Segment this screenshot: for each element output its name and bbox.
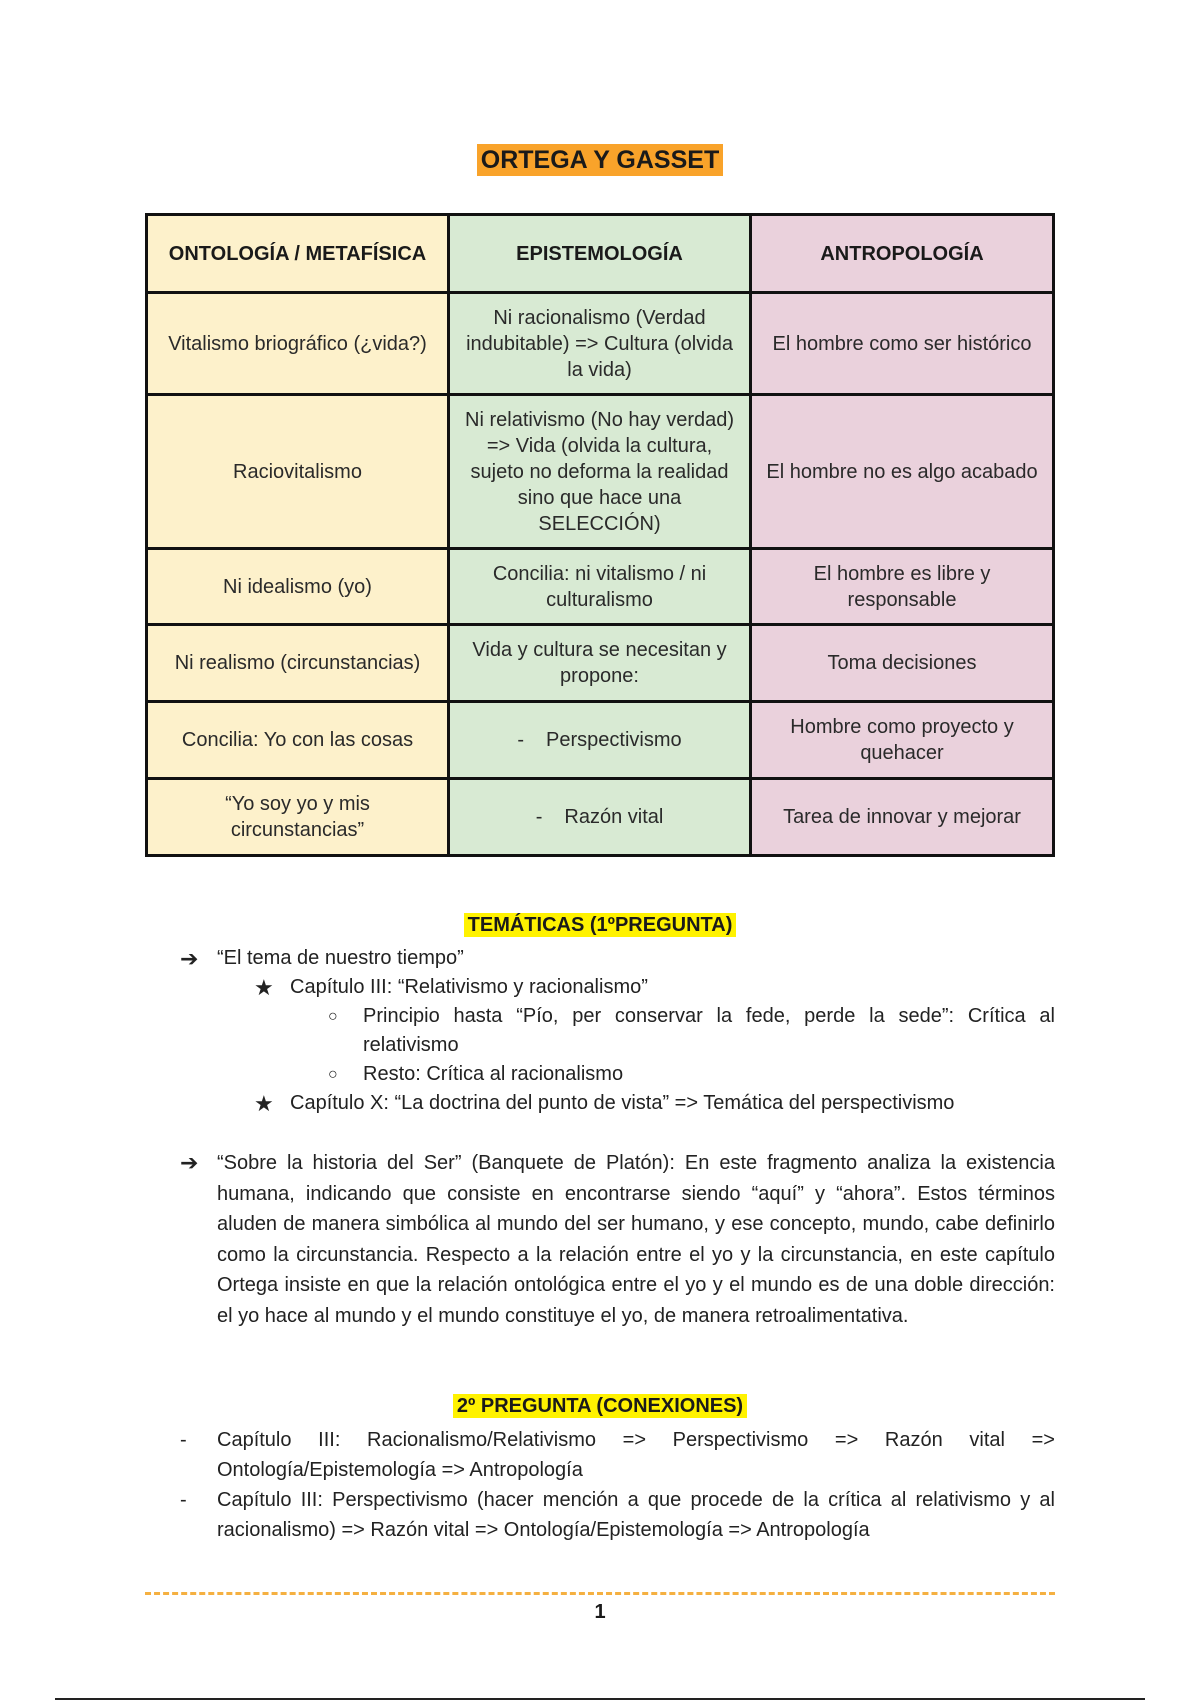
list-item-text: Resto: Crítica al racionalismo [363,1063,624,1085]
header-antropologia: ANTROPOLOGÍA [751,215,1054,293]
list-item-text: Principio hasta “Pío, per conservar la fede, perde la sede”: Crítica al relativismo [363,1005,1055,1056]
concept-table [145,213,1055,857]
table-header-row [147,215,1054,293]
table-cell: El hombre no es algo acabado [751,395,1054,549]
list-item [180,1148,1055,1331]
table-row [147,779,1054,856]
list-item [180,1002,1055,1060]
dash-marker: - [535,806,543,828]
dash-marker: - [180,1429,187,1451]
table-row [147,395,1054,549]
table-cell: Tarea de innovar y mejorar [751,779,1054,856]
list-item-text: “El tema de nuestro tiempo” [217,947,464,969]
list-item [180,1089,1055,1118]
page-title-wrap [0,146,1200,175]
list-item-text: Capítulo X: “La doctrina del punto de vista” => Temática del perspectivismo [290,1092,955,1114]
page-title: ORTEGA Y GASSET [477,144,723,176]
conexiones-title: 2º PREGUNTA (CONEXIONES) [453,1394,747,1418]
list-item [180,1425,1055,1485]
paragraph-text: “Sobre la historia del Ser” (Banquete de Platón): En este fragmento analiza la existencia humana, indicando que consiste en encontrarse siendo “aquí” y “ahora”. Estos términos aluden de manera simbólica al mundo del ser humano, y ese concepto, mundo, cabe definirlo como la circunstancia. Respecto a la relación entre el yo y la circunstancia, en este capítulo Ortega insiste en que la relación ontológica entre el yo y el mundo es de una doble dirección: el yo hace al mundo y el mundo constituye el yo, de manera retroalimentativa. [217,1152,1055,1327]
table-cell: Ni idealismo (yo) [147,549,449,625]
table-cell: Vida y cultura se necesitan y propone: [449,625,751,702]
table-row [147,293,1054,395]
conexiones-title-wrap [0,1395,1200,1418]
table-row [147,625,1054,702]
table-cell: Concilia: ni vitalismo / ni culturalismo [449,549,751,625]
table-cell: Toma decisiones [751,625,1054,702]
arrow-right-icon: ➔ [180,1150,199,1175]
list-item [180,973,1055,1002]
table-cell: El hombre es libre y responsable [751,549,1054,625]
table-cell: El hombre como ser histórico [751,293,1054,395]
perspectivismo-label: Perspectivismo [546,729,682,751]
page-number: 1 [594,1601,606,1623]
circle-bullet-icon: ○ [328,1066,338,1083]
circle-bullet-icon: ○ [328,1008,338,1025]
table-cell: Hombre como proyecto y quehacer [751,702,1054,779]
tematicas-list [180,944,1055,1331]
conexiones-list [180,1425,1055,1545]
list-item [180,1060,1055,1089]
table-row [147,702,1054,779]
table-cell: Ni relativismo (No hay verdad) => Vida (olvida la cultura, sujeto no deforma la realidad sino que hace una SELECCIÓN) [449,395,751,549]
dash-marker: - [180,1489,187,1511]
footer-divider [145,1592,1055,1595]
arrow-right-icon: ➔ [180,946,199,971]
list-item [180,1485,1055,1545]
list-item [180,944,1055,973]
list-item-text: Capítulo III: “Relativismo y racionalismo” [290,976,648,998]
table-cell: “Yo soy yo y mis circunstancias” [147,779,449,856]
table-cell: Raciovitalismo [147,395,449,549]
table-cell: Concilia: Yo con las cosas [147,702,449,779]
table-cell: Vitalismo briográfico (¿vida?) [147,293,449,395]
tematicas-title-wrap [0,914,1200,937]
table-row [147,549,1054,625]
table-cell: Ni realismo (circunstancias) [147,625,449,702]
razon-vital-label: Razón vital [564,806,664,828]
table-cell [449,702,751,779]
header-ontologia: ONTOLOGÍA / METAFÍSICA [147,215,449,293]
star-icon: ★ [254,1091,274,1116]
list-item-text: Capítulo III: Perspectivismo (hacer mención a que procede de la crítica al relativismo y al racionalismo) => Razón vital => Ontología/Epistemología => Antropología [217,1489,1055,1541]
table-cell: Ni racionalismo (Verdad indubitable) => Cultura (olvida la vida) [449,293,751,395]
list-item-text: Capítulo III: Racionalismo/Relativismo => Perspectivismo => Razón vital => Ontología/Epistemología => Antropología [217,1429,1055,1481]
table-cell [449,779,751,856]
star-icon: ★ [254,975,274,1000]
dash-marker: - [517,729,525,751]
header-epistemologia: EPISTEMOLOGÍA [449,215,751,293]
tematicas-title: TEMÁTICAS (1ºPREGUNTA) [464,913,737,937]
